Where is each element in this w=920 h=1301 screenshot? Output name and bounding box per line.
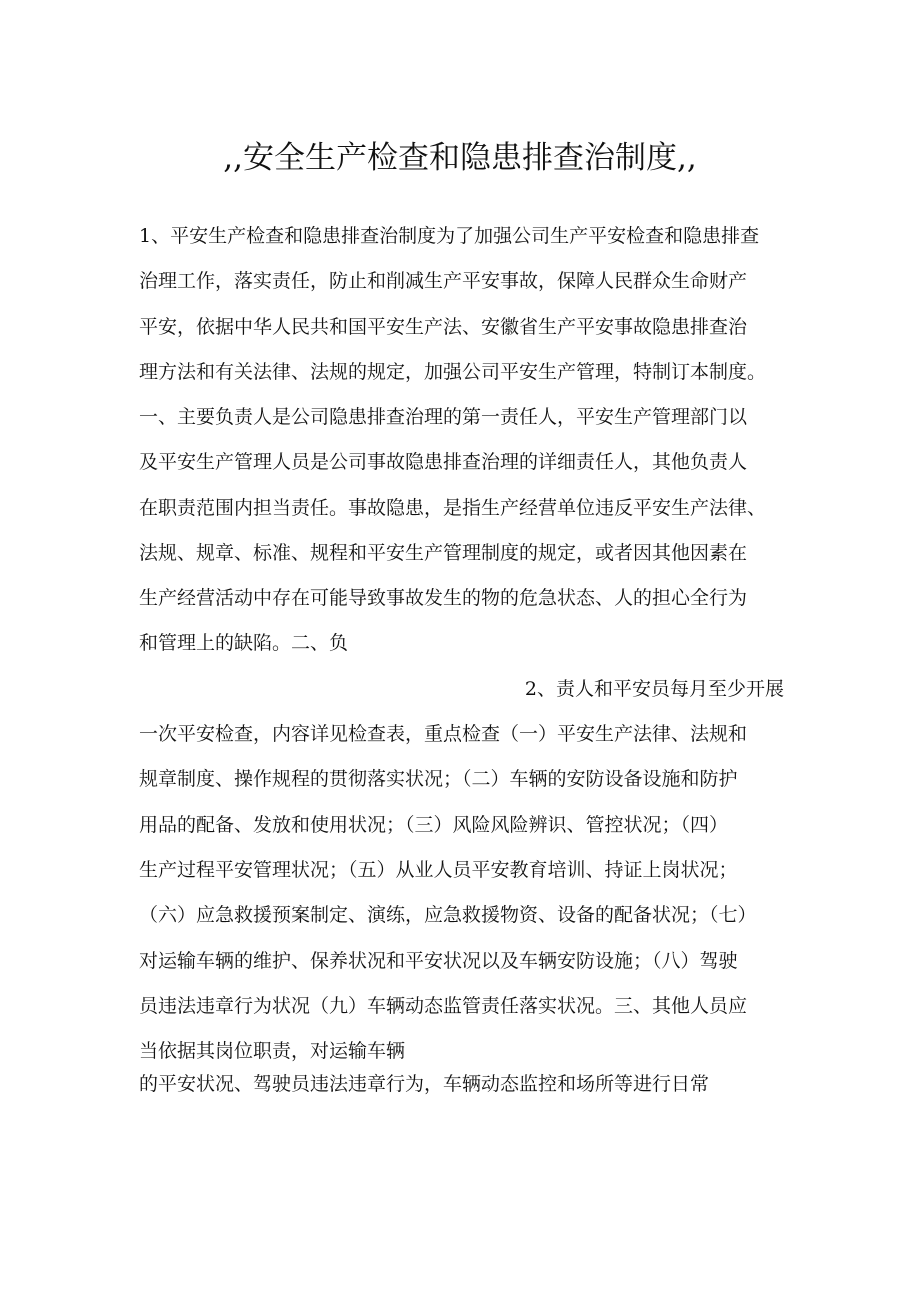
paragraph-line: 平安，依据中华人民共和国平安生产法、安徽省生产平安事故隐患排查治 bbox=[139, 316, 748, 338]
paragraph-line: 生产经营活动中存在可能导致事故发生的物的危急状态、人的担心全行为 bbox=[139, 587, 748, 609]
paragraph-line: 对运输车辆的维护、保养状况和平安状况以及车辆安防设施；（八）驾驶 bbox=[139, 950, 738, 972]
document-title: ,,安全生产检查和隐患排查治制度,, bbox=[223, 140, 697, 176]
paragraph-line: 一、主要负责人是公司隐患排查治理的第一责任人，平安生产管理部门以 bbox=[139, 406, 748, 428]
paragraph-line: 规章制度、操作规程的贯彻落实状况；（二）车辆的安防设备设施和防护 bbox=[139, 768, 738, 790]
paragraph-line: 在职责范围内担当责任。事故隐患，是指生产经营单位违反平安生产法律、 bbox=[139, 497, 767, 519]
paragraph-line: 法规、规章、标准、规程和平安生产管理制度的规定，或者因其他因素在 bbox=[139, 542, 748, 564]
paragraph-line: 生产过程平安管理状况；（五）从业人员平安教育培训、持证上岗状况； bbox=[139, 859, 738, 881]
paragraph-line: 员违法违章行为状况（九）车辆动态监管责任落实状况。三、其他人员应 bbox=[139, 995, 748, 1017]
paragraph-line: 及平安生产管理人员是公司事故隐患排查治理的详细责任人，其他负责人 bbox=[139, 451, 748, 473]
paragraph-line: 当依据其岗位职责，对运输车辆 bbox=[139, 1040, 406, 1062]
paragraph-line: 用品的配备、发放和使用状况；（三）风险风险辨识、管控状况；（四） bbox=[139, 814, 729, 836]
paragraph-line: 和管理上的缺陷。二、负 bbox=[139, 632, 349, 654]
paragraph-line: 的平安状况、驾驶员违法违章行为，车辆动态监控和场所等进行日常 bbox=[139, 1073, 710, 1095]
paragraph-line: （六）应急救援预案制定、演练，应急救援物资、设备的配备状况；（七） bbox=[139, 904, 757, 926]
paragraph-line-right: 2、责人和平安员每月至少开展 bbox=[524, 678, 784, 700]
paragraph-line: 1、平安生产检查和隐患排查治制度为了加强公司生产平安检查和隐患排查 bbox=[139, 225, 760, 247]
paragraph-line: 治理工作，落实责任，防止和削减生产平安事故，保障人民群众生命财产 bbox=[139, 270, 748, 292]
paragraph-line: 理方法和有关法律、法规的规定，加强公司平安生产管理，特制订本制度。 bbox=[139, 361, 767, 383]
paragraph-line: 一次平安检查，内容详见检查表，重点检查（一）平安生产法律、法规和 bbox=[139, 723, 748, 745]
